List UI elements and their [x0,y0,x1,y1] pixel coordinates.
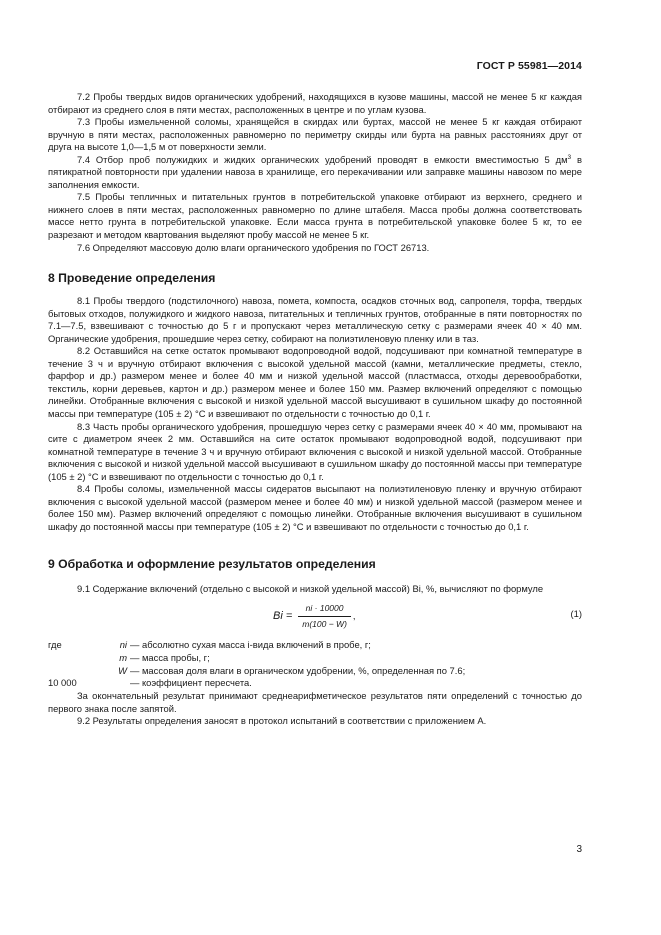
formula-fraction [298,602,351,630]
definition-text: — абсолютно сухая масса i-вида включений в пробе, г; [130,639,371,651]
definition-prefix: где [48,639,62,651]
formula-comma: , [352,609,356,621]
section-9-heading: 9 Обработка и оформление результатов определения [48,556,376,571]
definition-row [48,665,582,678]
paragraph-7-3: 7.3 Пробы измельченной соломы, хранящейся в скирдах или буртах, массой не менее 5 кг каждая отбирают вручную в пяти местах, расположенных равномерно по периметру скирды или бурта на равных расстояниях друг от друга на высоте 1,0—1,5 м от поверхности земли. [48,116,582,153]
formula-denominator: m(100 − W) [298,616,351,631]
definition-row [48,652,582,665]
definition-symbol: ni [119,639,127,651]
definition-text: — массовая доля влаги в органическом удобрении, %, определенная по 7.6; [130,664,466,676]
paragraph-7-4-part-a: 7.4 Отбор проб полужидких и жидких органических удобрений проводят в емкости вместимостью 5 дм [77,153,568,165]
definition-row [48,677,582,690]
page-content [48,91,582,728]
paragraph-8-1: 8.1 Пробы твердого (подстилочного) навоза, помета, компоста, осадков сточных вод, сапропеля, торфа, твердых бытовых отходов, полужидкого и жидкого навоза, питательных и тепличных грунтов, отобранные в пяти повторностях по 7.1—7.5, взвешивают с точностью до 5 г и пропускают через металлическую сетку с размерами ячеек 40 × 40 мм. Органические удобрения, прошедшие через сетку, собирают на полиэтиленовую пленку или в таз. [48,295,582,344]
paragraph-final-result: За окончательный результат принимают среднеарифметическое результатов пяти определений с точностью до первого знака после запятой. [48,690,582,714]
paragraph-7-4-part-b: в пятикратной повторности при удалении навоза в хранилище, его перекачивании или заправке машины навозом по мере заполнения емкости. [48,153,582,190]
formula-1 [48,599,582,637]
equation-number: (1) [570,608,582,620]
section-8-heading: 8 Проведение определения [48,271,216,286]
formula-numerator: ni · 10000 [305,603,344,614]
definition-text: — коэффициент пересчета. [130,677,252,689]
paragraph-7-2: 7.2 Пробы твердых видов органических удобрений, находящихся в кузове машины, массой не менее 5 кг каждая отбирают из среднего слоя в пяти местах, расположенных в центре и по углам кузова. [48,91,582,115]
definition-text: — масса пробы, г; [130,651,210,663]
paragraph-7-6: 7.6 Определяют массовую долю влаги органического удобрения по ГОСТ 26713. [77,241,430,253]
formula-definitions [48,639,582,690]
definition-row [48,639,582,652]
paragraph-8-2: 8.2 Оставшийся на сетке остаток промывают водопроводной водой, подсушивают при комнатной температуре в течение 3 ч и вручную отбирают включения с высокой удельной массой (камни, металлические предметы, стекло, фарфор и др.) размером менее и более 40 мм и низкой удельной массой (пластмасса, отходы деревообработки, текстиль, корни деревьев, картон и др.) размером менее и более 150 мм. Размер включений определяют с помощью линейки. Отобранные включения с высокой и низкой удельной массой высушивают в сушильном шкафу до постоянной массы при температуре (105 ± 2) °С и взвешивают по отдельности с точностью до 0,1 г. [48,345,582,420]
paragraph-9-2: 9.2 Результаты определения заносят в протокол испытаний в соответствии с приложением А. [77,715,487,727]
formula-lhs: Bi = [273,609,293,622]
paragraph-7-5: 7.5 Пробы тепличных и питательных грунтов в потребительской упаковке отбирают из верхнего, среднего и нижнего слоев в пяти местах, расположенных равномерно по длине штабеля. Масса пробы должна соответствовать массе нетто грунта в потребительской упаковке. Если масса грунта в потребительской упаковке более 5 кг, то ее разрезают и методом квартования выделяют пробу массой не менее 5 кг. [48,191,582,241]
paragraph-9-1: 9.1 Содержание включений (отдельно с высокой и низкой удельной массой) Bi, %, вычисляют по формуле [77,582,544,594]
definition-prefix: 10 000 [48,677,77,689]
paragraph-7-4 [48,154,582,192]
document-code: ГОСТ Р 55981—2014 [476,60,582,72]
page-number: 3 [576,844,582,855]
definition-symbol: m [119,651,127,663]
superscript-3: 3 [567,153,572,161]
paragraph-8-3: 8.3 Часть пробы органического удобрения, прошедшую через сетку с размерами ячеек 40 × 40 мм, промывают на сите с диаметром ячеек 2 мм. Оставшийся на сите остаток промывают водопроводной водой, подсушивают при комнатной температуре в течение 3 ч и вручную отбирают включения с высокой и низкой удельной массой. Отобранные включения с высокой и низкой удельной массой высушивают в сушильном шкафу до постоянной массы при температуре (105 ± 2) °С и взвешивают по отдельности с точностью до 0,1 г. [48,420,582,482]
definition-symbol: W [118,664,127,676]
paragraph-8-4: 8.4 Пробы соломы, измельченной массы сидератов высыпают на полиэтиленовую пленку и вручную отбирают включения с высокой удельной массой (размером менее и более 40 мм) и низкой удельной массой (размером менее и более 150 мм). Размер включений определяют с помощью линейки. Отобранные включения высушивают в сушильном шкафу до постоянной массы при температуре (105 ± 2) °С и взвешивают по отдельности с точностью до 0,1 г. [48,483,582,532]
